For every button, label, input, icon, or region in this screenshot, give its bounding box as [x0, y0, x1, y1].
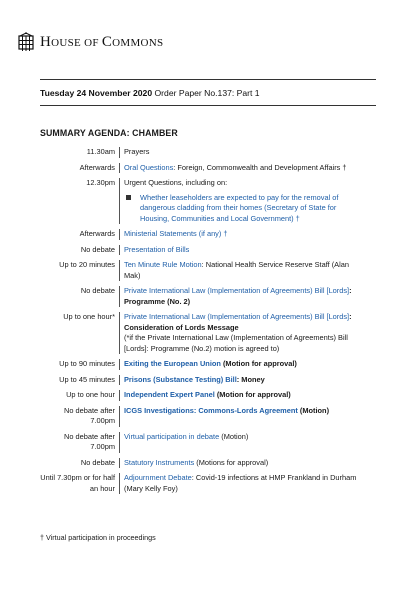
agenda-item: Independent Expert Panel (Motion for approval) — [119, 390, 360, 401]
agenda-row — [40, 147, 360, 158]
agenda-time: 11.30am — [86, 147, 115, 156]
bottom-rule — [40, 105, 376, 106]
agenda-time: Up to one hour* — [63, 312, 115, 321]
agenda-time: Up to 20 minutes — [59, 260, 115, 269]
virtual-participation-link[interactable]: Virtual participation in debate — [124, 431, 220, 441]
agenda-item: Prisons (Substance Testing) Bill: Money — [119, 375, 360, 386]
agenda-row — [40, 458, 360, 469]
agenda-item: Ten Minute Rule Motion: National Health Service Reserve Staff (Alan Mak) — [119, 260, 360, 281]
house-of-commons-header — [18, 32, 163, 52]
agenda-time: Until 7.30pm or for half an hour — [40, 473, 115, 493]
exiting-eu-link[interactable]: Exiting the European Union — [124, 359, 221, 368]
agenda-row — [40, 406, 360, 427]
agenda-row — [40, 390, 360, 401]
agenda-item: Urgent Questions, including on: Whether leaseholders are expected to pay for the removal of dangerous cladding from their homes (Secretary of State for Housing, Communities and Local Government) † — [119, 178, 360, 224]
agenda-list — [40, 147, 360, 499]
top-rule — [40, 79, 376, 80]
agenda-item: Statutory Instruments (Motions for approval) — [119, 458, 360, 469]
agenda-row — [40, 286, 360, 307]
agenda-time: Afterwards — [79, 229, 115, 238]
ministerial-statements-link[interactable]: Ministerial Statements (if any) † — [124, 229, 228, 238]
agenda-item — [119, 229, 360, 240]
agenda-row — [40, 473, 360, 494]
house-name: HOUSE OF COMMONS — [40, 33, 164, 50]
agenda-item: Exiting the European Union (Motion for approval) — [119, 359, 360, 370]
agenda-row — [40, 163, 360, 174]
agenda-item: Oral Questions: Foreign, Commonwealth and Development Affairs † — [119, 163, 360, 174]
presentation-of-bills-link[interactable]: Presentation of Bills — [124, 244, 190, 254]
order-paper-line — [40, 88, 260, 98]
oral-questions-link[interactable]: Oral Questions — [124, 162, 174, 172]
agenda-item: Private International Law (Implementation of Agreements) Bill [Lords]: Consideration of Lords Message (*if the Private International Law (Implementation of Agreements) Bill [Lords]: Programme (No.2) motion is agreed to) — [119, 312, 360, 354]
agenda-row — [40, 260, 360, 281]
agenda-item: Virtual participation in debate (Motion) — [119, 432, 360, 453]
agenda-time: No debate after 7.00pm — [64, 405, 115, 425]
agenda-time: Up to 45 minutes — [59, 374, 115, 384]
agenda-item: Adjournment Debate: Covid-19 infections at HMP Frankland in Durham (Mary Kelly Foy) — [119, 473, 360, 494]
urgent-question-link[interactable]: Whether leaseholders are expected to pay for the removal of dangerous cladding from their homes (Secretary of State for Housing, Communities and Local Government) † — [140, 192, 339, 223]
adjournment-debate-link[interactable]: Adjournment Debate — [124, 473, 192, 482]
icgs-investigations-link[interactable]: ICGS Investigations: Commons-Lords Agreement — [124, 405, 298, 415]
agenda-time: 12.30pm — [86, 178, 115, 187]
agenda-row — [40, 245, 360, 256]
agenda-time: Up to one hour — [66, 390, 115, 399]
agenda-item: Private International Law (Implementation of Agreements) Bill [Lords]: Programme (No. 2) — [119, 286, 360, 307]
section-title: SUMMARY AGENDA: CHAMBER — [40, 128, 178, 138]
footnote: † Virtual participation in proceedings — [40, 533, 156, 542]
statutory-instruments-link[interactable]: Statutory Instruments — [124, 457, 195, 467]
agenda-row — [40, 178, 360, 224]
agenda-row — [40, 312, 360, 354]
agenda-time: No debate — [80, 244, 115, 254]
agenda-row — [40, 375, 360, 386]
pil-bill-lords-message-link[interactable]: Private International Law (Implementation of Agreements) Bill [Lords] — [124, 312, 350, 321]
agenda-item: ICGS Investigations: Commons-Lords Agreement (Motion) — [119, 406, 360, 427]
agenda-time: Afterwards — [79, 162, 115, 172]
agenda-time: No debate — [80, 286, 115, 295]
ten-minute-rule-link[interactable]: Ten Minute Rule Motion — [124, 260, 202, 269]
independent-expert-panel-link[interactable]: Independent Expert Panel — [124, 390, 215, 399]
paper-date: Tuesday 24 November 2020 — [40, 88, 153, 98]
agenda-row — [40, 432, 360, 453]
agenda-time: Up to 90 minutes — [59, 359, 115, 368]
agenda-row — [40, 359, 360, 370]
agenda-item: Prayers — [119, 147, 360, 158]
paper-number: Order Paper No.137: Part 1 — [152, 88, 260, 98]
agenda-time: No debate — [80, 457, 115, 467]
pil-bill-link[interactable]: Private International Law (Implementation of Agreements) Bill [Lords] — [124, 286, 350, 295]
square-bullet-icon — [126, 195, 131, 200]
agenda-row — [40, 229, 360, 240]
prisons-bill-link[interactable]: Prisons (Substance Testing) Bill — [124, 374, 237, 384]
agenda-time: No debate after 7.00pm — [64, 431, 115, 451]
urgent-question-bullet — [124, 193, 360, 225]
portcullis-icon — [18, 32, 34, 52]
agenda-item — [119, 245, 360, 256]
